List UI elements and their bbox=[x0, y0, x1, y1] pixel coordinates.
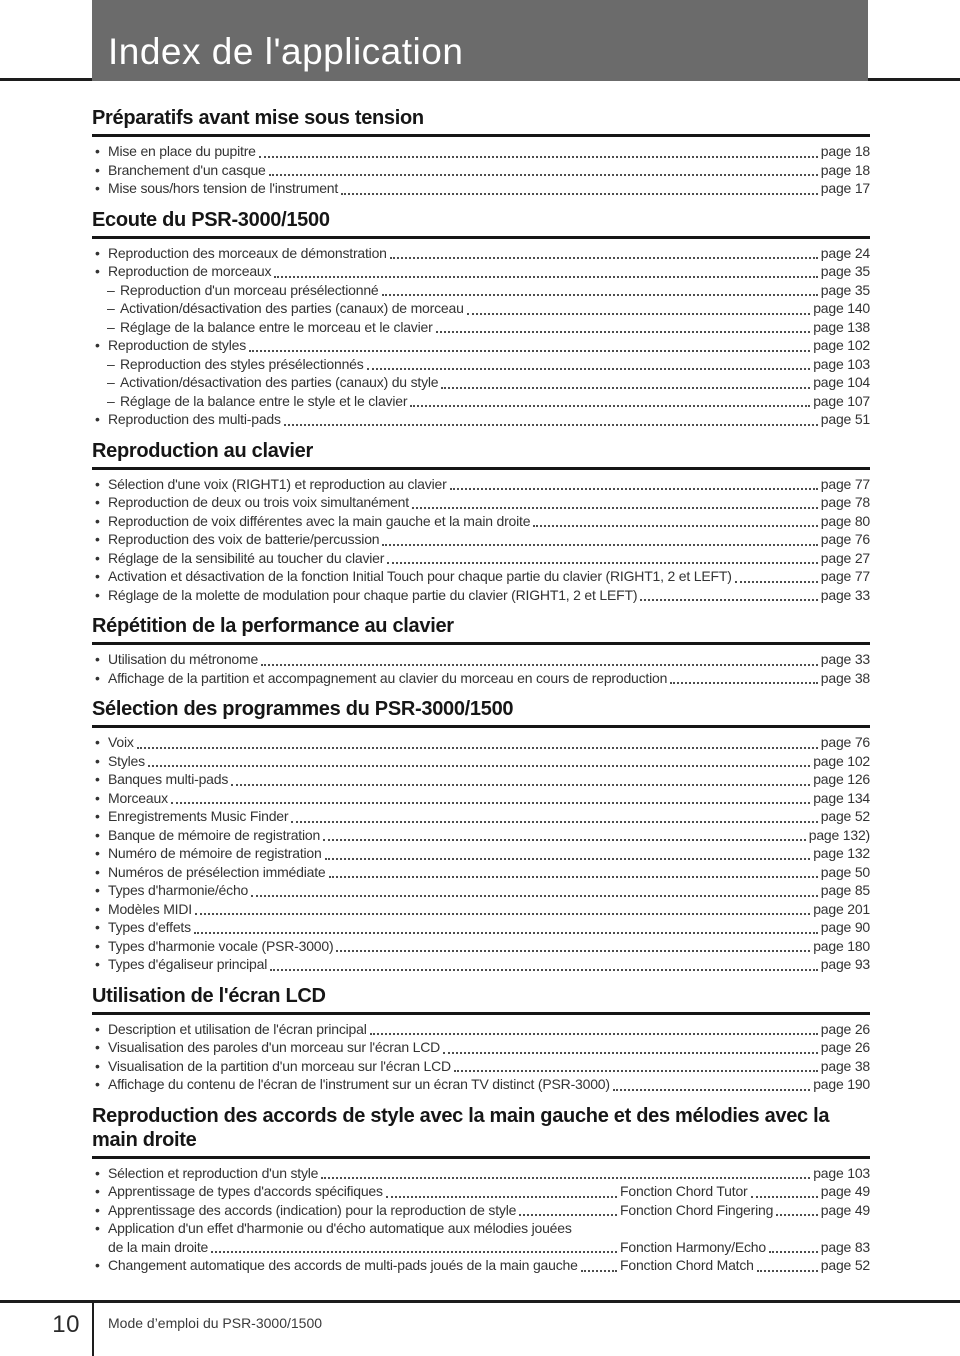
page-ref: page 132) bbox=[808, 826, 870, 843]
entry-label: Numéro de mémoire de registration bbox=[108, 845, 322, 861]
dot-leader bbox=[341, 179, 818, 195]
bullet-marker: • bbox=[95, 494, 100, 510]
entry-label: Banque de mémoire de registration bbox=[108, 826, 321, 843]
toc-entry bbox=[108, 1238, 870, 1257]
dot-leader bbox=[259, 142, 818, 158]
bullet-marker: • bbox=[95, 900, 100, 917]
entry-function: Fonction Chord Match bbox=[620, 1257, 754, 1273]
toc-entry bbox=[92, 475, 870, 494]
page-ref: page 24 bbox=[820, 244, 870, 261]
bullet-marker: • bbox=[95, 771, 100, 787]
toc-entry bbox=[92, 1038, 870, 1057]
section-entries bbox=[92, 244, 870, 429]
bullet-marker: • bbox=[95, 752, 100, 769]
page-ref: page 93 bbox=[820, 956, 870, 972]
dot-leader bbox=[137, 733, 818, 749]
dot-leader bbox=[410, 392, 810, 408]
toc-entry bbox=[92, 1020, 870, 1039]
dot-leader bbox=[249, 336, 810, 352]
section-title: Sélection des programmes du PSR-3000/1500 bbox=[92, 698, 514, 720]
section-title-rule bbox=[92, 1012, 870, 1015]
section-title: Ecoute du PSR-3000/1500 bbox=[92, 208, 330, 231]
page-ref: page 77 bbox=[820, 568, 870, 584]
dash-marker: – bbox=[107, 300, 115, 316]
bullet-marker: • bbox=[95, 651, 100, 667]
entry-label: Modèles MIDI bbox=[108, 900, 192, 917]
entry-label: Voix bbox=[108, 734, 134, 750]
bullet-marker: • bbox=[95, 1039, 100, 1055]
page-ref: page 78 bbox=[820, 494, 870, 510]
page-ref: page 33 bbox=[820, 651, 870, 667]
page-ref: page 49 bbox=[820, 1201, 870, 1218]
toc-entry bbox=[92, 567, 870, 586]
bullet-marker: • bbox=[95, 244, 100, 261]
page-ref: page 35 bbox=[820, 281, 870, 298]
entry-label: Mise sous/hors tension de l'instrument bbox=[108, 180, 339, 196]
entry-lead bbox=[108, 1238, 620, 1257]
dot-leader bbox=[367, 355, 811, 371]
dot-leader bbox=[336, 937, 810, 953]
entry-label: Reproduction de morceaux bbox=[108, 263, 272, 279]
toc-entry bbox=[92, 142, 870, 161]
toc-entry bbox=[92, 1164, 870, 1183]
page-ref: page 17 bbox=[820, 180, 870, 196]
dot-leader bbox=[581, 1256, 617, 1272]
page-ref: page 132 bbox=[813, 845, 870, 861]
dash-marker: – bbox=[107, 355, 115, 372]
dot-leader bbox=[751, 1182, 818, 1198]
toc-entry bbox=[92, 299, 870, 318]
bullet-marker: • bbox=[95, 512, 100, 529]
section-entries bbox=[92, 650, 870, 687]
entry-lead bbox=[92, 1256, 620, 1275]
dot-leader bbox=[454, 1057, 818, 1073]
dot-leader bbox=[640, 586, 817, 602]
bullet-marker: • bbox=[95, 734, 100, 750]
page-ref: page 38 bbox=[820, 1057, 870, 1074]
entry-label: Visualisation des paroles d'un morceau sur l'écran LCD bbox=[108, 1039, 441, 1055]
entry-label: Morceaux bbox=[108, 789, 168, 806]
section-title-rule bbox=[92, 236, 870, 239]
bullet-marker: • bbox=[95, 143, 100, 159]
toc-entry bbox=[92, 336, 870, 355]
entry-label: Types d'harmonie/écho bbox=[108, 882, 249, 898]
page-ref: page 138 bbox=[813, 318, 870, 335]
dot-leader bbox=[251, 881, 818, 897]
toc-entry bbox=[92, 1075, 870, 1094]
entry-label: Types d'égaliseur principal bbox=[108, 956, 268, 972]
entry-function: Fonction Harmony/Echo bbox=[620, 1238, 766, 1255]
dot-leader bbox=[613, 1075, 810, 1091]
toc-entry bbox=[92, 512, 870, 531]
entry-label: Reproduction de deux ou trois voix simultanément bbox=[108, 494, 409, 510]
toc-entry bbox=[92, 770, 870, 789]
bullet-marker: • bbox=[95, 1201, 100, 1218]
section-title: Répétition de la performance au clavier bbox=[92, 615, 454, 637]
page-ref: page 76 bbox=[820, 734, 870, 750]
toc-section bbox=[92, 106, 870, 198]
section-entries bbox=[92, 733, 870, 974]
toc-entry bbox=[92, 863, 870, 882]
dot-leader bbox=[211, 1238, 617, 1254]
page-ref: page 49 bbox=[820, 1183, 870, 1199]
bullet-marker: • bbox=[95, 789, 100, 806]
bullet-marker: • bbox=[95, 531, 100, 547]
page-ref: page 190 bbox=[813, 1076, 870, 1092]
bullet-marker: • bbox=[95, 411, 100, 427]
dash-marker: – bbox=[107, 318, 115, 335]
entry-lead bbox=[92, 1182, 620, 1201]
entry-function: Fonction Chord Tutor bbox=[620, 1183, 748, 1199]
toc-entry bbox=[92, 900, 870, 919]
section-title-rule bbox=[92, 467, 870, 470]
entry-label: Réglage de la sensibilité au toucher du clavier bbox=[108, 549, 385, 566]
bullet-marker: • bbox=[95, 1076, 100, 1092]
entry-label: Activation et désactivation de la fonction Initial Touch pour chaque partie du clavier (RIGHT1, 2 et LEFT) bbox=[108, 568, 732, 584]
toc-entry bbox=[92, 650, 870, 669]
entry-label: Types d'effets bbox=[108, 919, 191, 935]
section-title: Reproduction des accords de style avec la main gauche et des mélodies avec la main droite bbox=[92, 1104, 830, 1151]
section-title: Utilisation de l'écran LCD bbox=[92, 984, 326, 1007]
bullet-marker: • bbox=[95, 1183, 100, 1199]
section-entries bbox=[92, 475, 870, 605]
page-ref: page 180 bbox=[813, 937, 870, 954]
entry-label: Affichage du contenu de l'écran de l'instrument sur un écran TV distinct (PSR-3000) bbox=[108, 1076, 610, 1092]
entry-label: Activation/désactivation des parties (canaux) du style bbox=[120, 374, 439, 390]
page-ref: page 102 bbox=[813, 752, 870, 769]
bullet-marker: • bbox=[95, 1164, 100, 1181]
dot-leader bbox=[670, 669, 818, 685]
page-ref: page 76 bbox=[820, 531, 870, 547]
entry-label: Apprentissage des accords (indication) pour la reproduction de style bbox=[108, 1201, 517, 1218]
page-header bbox=[92, 0, 868, 81]
page-ref: page 107 bbox=[813, 392, 870, 409]
dash-marker: – bbox=[107, 392, 115, 409]
bullet-marker: • bbox=[95, 180, 100, 196]
bullet-marker: • bbox=[95, 937, 100, 954]
toc-entry bbox=[92, 1182, 870, 1201]
entry-label: Reproduction des styles présélectionnés bbox=[120, 355, 364, 372]
dot-leader bbox=[769, 1238, 818, 1254]
toc-entry bbox=[92, 881, 870, 900]
page-number: 10 bbox=[52, 1311, 80, 1338]
page-ref: page 126 bbox=[813, 771, 870, 787]
entry-label: Reproduction des voix de batterie/percussion bbox=[108, 531, 380, 547]
page-ref: page 33 bbox=[820, 586, 870, 603]
bullet-marker: • bbox=[95, 845, 100, 861]
entry-label: Réglage de la balance entre le morceau et le clavier bbox=[120, 318, 433, 335]
bullet-marker: • bbox=[95, 808, 100, 824]
bullet-marker: • bbox=[95, 549, 100, 566]
toc-entry bbox=[92, 549, 870, 568]
toc-section bbox=[92, 984, 870, 1094]
dot-leader bbox=[325, 844, 811, 860]
toc-entry bbox=[92, 355, 870, 374]
toc-entry bbox=[92, 586, 870, 605]
footer-text: Mode d’emploi du PSR-3000/1500 bbox=[108, 1315, 323, 1331]
dash-marker: – bbox=[107, 281, 115, 298]
page-ref: page 50 bbox=[820, 863, 870, 880]
page-ref: page 104 bbox=[813, 374, 870, 390]
dot-leader bbox=[323, 826, 806, 842]
toc-entry bbox=[92, 392, 870, 411]
entry-label: Mise en place du pupitre bbox=[108, 143, 256, 159]
dot-leader bbox=[270, 955, 818, 971]
section-title: Préparatifs avant mise sous tension bbox=[92, 107, 424, 129]
page-ref: page 52 bbox=[820, 1257, 870, 1273]
toc-entry bbox=[92, 669, 870, 688]
toc-entry bbox=[92, 789, 870, 808]
toc-entry bbox=[92, 733, 870, 752]
toc-entry bbox=[92, 937, 870, 956]
entry-label: Sélection d'une voix (RIGHT1) et reproduction au clavier bbox=[108, 475, 447, 492]
page-ref: page 85 bbox=[820, 882, 870, 898]
dot-leader bbox=[274, 262, 817, 278]
entry-label: Description et utilisation de l'écran principal bbox=[108, 1020, 367, 1037]
footer-divider bbox=[92, 1303, 94, 1356]
toc-section bbox=[92, 439, 870, 605]
dot-leader bbox=[195, 900, 810, 916]
dot-leader bbox=[443, 1038, 818, 1054]
bullet-marker: • bbox=[95, 568, 100, 584]
toc-entry bbox=[92, 918, 870, 937]
bullet-marker: • bbox=[95, 882, 100, 898]
dot-leader bbox=[412, 493, 818, 509]
bullet-marker: • bbox=[95, 1220, 100, 1236]
dot-leader bbox=[533, 512, 817, 528]
toc-entry bbox=[92, 410, 870, 429]
dash-marker: – bbox=[107, 374, 115, 390]
toc-entry bbox=[92, 955, 870, 974]
bullet-marker: • bbox=[95, 586, 100, 603]
dot-leader bbox=[291, 807, 817, 823]
toc-entry bbox=[92, 807, 870, 826]
section-title-rule bbox=[92, 134, 870, 137]
entry-label: Reproduction des multi-pads bbox=[108, 411, 281, 427]
entry-label: Utilisation du métronome bbox=[108, 651, 259, 667]
dot-leader bbox=[735, 567, 818, 583]
dot-leader bbox=[436, 318, 811, 334]
page-ref: page 26 bbox=[820, 1020, 870, 1037]
entry-label: Sélection et reproduction d'un style bbox=[108, 1164, 319, 1181]
toc-section bbox=[92, 697, 870, 974]
page-ref: page 134 bbox=[813, 789, 870, 806]
page-ref: page 18 bbox=[820, 143, 870, 159]
page-footer bbox=[0, 1300, 960, 1356]
page-ref: page 27 bbox=[820, 549, 870, 566]
section-title-rule bbox=[92, 642, 870, 645]
page-ref: page 103 bbox=[813, 1164, 870, 1181]
toc-entry bbox=[92, 281, 870, 300]
dot-leader bbox=[261, 650, 818, 666]
toc-entry bbox=[92, 752, 870, 771]
toc-entry bbox=[92, 826, 870, 845]
page-ref: page 52 bbox=[820, 808, 870, 824]
dot-leader bbox=[441, 373, 810, 389]
bullet-marker: • bbox=[95, 337, 100, 353]
dot-leader bbox=[757, 1256, 818, 1272]
toc-section bbox=[92, 1104, 870, 1275]
page-ref: page 102 bbox=[813, 337, 870, 353]
entry-label: Application d'un effet d'harmonie ou d'écho automatique aux mélodies jouées bbox=[108, 1220, 572, 1236]
entry-function: Fonction Chord Fingering bbox=[620, 1201, 774, 1218]
entry-label: de la main droite bbox=[108, 1238, 209, 1255]
toc-entry bbox=[92, 262, 870, 281]
toc-entry bbox=[92, 373, 870, 392]
entry-label: Reproduction d'un morceau présélectionné bbox=[120, 281, 379, 298]
entry-label: Réglage de la balance entre le style et le clavier bbox=[120, 392, 408, 409]
application-index bbox=[92, 96, 870, 1275]
dot-leader bbox=[387, 549, 818, 565]
bullet-marker: • bbox=[95, 956, 100, 972]
section-entries bbox=[92, 1020, 870, 1094]
section-entries bbox=[92, 142, 870, 198]
bullet-marker: • bbox=[95, 669, 100, 686]
page-ref: page 83 bbox=[820, 1238, 870, 1255]
bullet-marker: • bbox=[95, 1057, 100, 1074]
dot-leader bbox=[386, 1182, 617, 1198]
section-title-rule bbox=[92, 1156, 870, 1159]
page-ref: page 201 bbox=[813, 900, 870, 917]
toc-entry bbox=[92, 1201, 870, 1220]
entry-label: Numéros de présélection immédiate bbox=[108, 863, 326, 880]
page-ref: page 77 bbox=[820, 475, 870, 492]
bullet-marker: • bbox=[95, 1257, 100, 1273]
toc-entry bbox=[92, 493, 870, 512]
dot-leader bbox=[467, 299, 811, 315]
dot-leader bbox=[370, 1020, 818, 1036]
dot-leader bbox=[776, 1201, 818, 1217]
page-ref: page 140 bbox=[813, 300, 870, 316]
dot-leader bbox=[194, 918, 818, 934]
bullet-marker: • bbox=[95, 863, 100, 880]
dot-leader bbox=[382, 530, 817, 546]
entry-label: Activation/désactivation des parties (canaux) de morceau bbox=[120, 300, 464, 316]
page-ref: page 18 bbox=[820, 161, 870, 178]
toc-entry bbox=[92, 244, 870, 263]
bullet-marker: • bbox=[95, 826, 100, 843]
section-title: Reproduction au clavier bbox=[92, 439, 313, 462]
toc-entry bbox=[92, 1057, 870, 1076]
page-title: Index de l'application bbox=[108, 31, 464, 72]
bullet-marker: • bbox=[95, 263, 100, 279]
page-ref: page 26 bbox=[820, 1039, 870, 1055]
toc-entry bbox=[92, 844, 870, 863]
entry-label: Reproduction de styles bbox=[108, 337, 247, 353]
toc-entry bbox=[92, 318, 870, 337]
entry-label: Apprentissage de types d'accords spécifiques bbox=[108, 1183, 383, 1199]
entry-label: Reproduction des morceaux de démonstration bbox=[108, 244, 387, 261]
entry-label: Changement automatique des accords de multi-pads joués de la main gauche bbox=[108, 1257, 578, 1273]
dot-leader bbox=[329, 863, 818, 879]
page-ref: page 103 bbox=[813, 355, 870, 372]
entry-label: Affichage de la partition et accompagnement au clavier du morceau en cours de reproduction bbox=[108, 669, 668, 686]
toc-entry bbox=[92, 1256, 870, 1275]
entry-label: Enregistrements Music Finder bbox=[108, 808, 289, 824]
dot-leader bbox=[450, 475, 818, 491]
bullet-marker: • bbox=[95, 1020, 100, 1037]
entry-label: Visualisation de la partition d'un morceau sur l'écran LCD bbox=[108, 1057, 451, 1074]
dot-leader bbox=[284, 410, 818, 426]
dot-leader bbox=[231, 770, 810, 786]
section-title-rule bbox=[92, 725, 870, 728]
dot-leader bbox=[269, 161, 818, 177]
page-ref: page 51 bbox=[820, 411, 870, 427]
dot-leader bbox=[519, 1201, 617, 1217]
page-ref: page 80 bbox=[820, 512, 870, 529]
dot-leader bbox=[148, 752, 810, 768]
page-ref: page 38 bbox=[820, 669, 870, 686]
bullet-marker: • bbox=[95, 161, 100, 178]
toc-section bbox=[92, 208, 870, 429]
dot-leader bbox=[171, 789, 810, 805]
entry-label: Réglage de la molette de modulation pour chaque partie du clavier (RIGHT1, 2 et LEFT) bbox=[108, 586, 638, 603]
toc-section bbox=[92, 614, 870, 687]
bullet-marker: • bbox=[95, 475, 100, 492]
bullet-marker: • bbox=[95, 919, 100, 935]
entry-label: Reproduction de voix différentes avec la main gauche et la main droite bbox=[108, 512, 531, 529]
dot-leader bbox=[390, 244, 818, 260]
entry-label: Branchement d'un casque bbox=[108, 161, 266, 178]
toc-entry bbox=[92, 179, 870, 198]
dot-leader bbox=[321, 1164, 810, 1180]
dot-leader bbox=[382, 281, 818, 297]
toc-entry bbox=[92, 530, 870, 549]
entry-label: Banques multi-pads bbox=[108, 771, 229, 787]
page-ref: page 35 bbox=[820, 263, 870, 279]
entry-label: Styles bbox=[108, 752, 145, 769]
section-entries bbox=[92, 1164, 870, 1275]
toc-entry bbox=[92, 161, 870, 180]
entry-label: Types d'harmonie vocale (PSR-3000) bbox=[108, 937, 334, 954]
entry-lead bbox=[92, 1201, 620, 1220]
page-ref: page 90 bbox=[820, 919, 870, 935]
toc-entry bbox=[92, 1219, 870, 1238]
